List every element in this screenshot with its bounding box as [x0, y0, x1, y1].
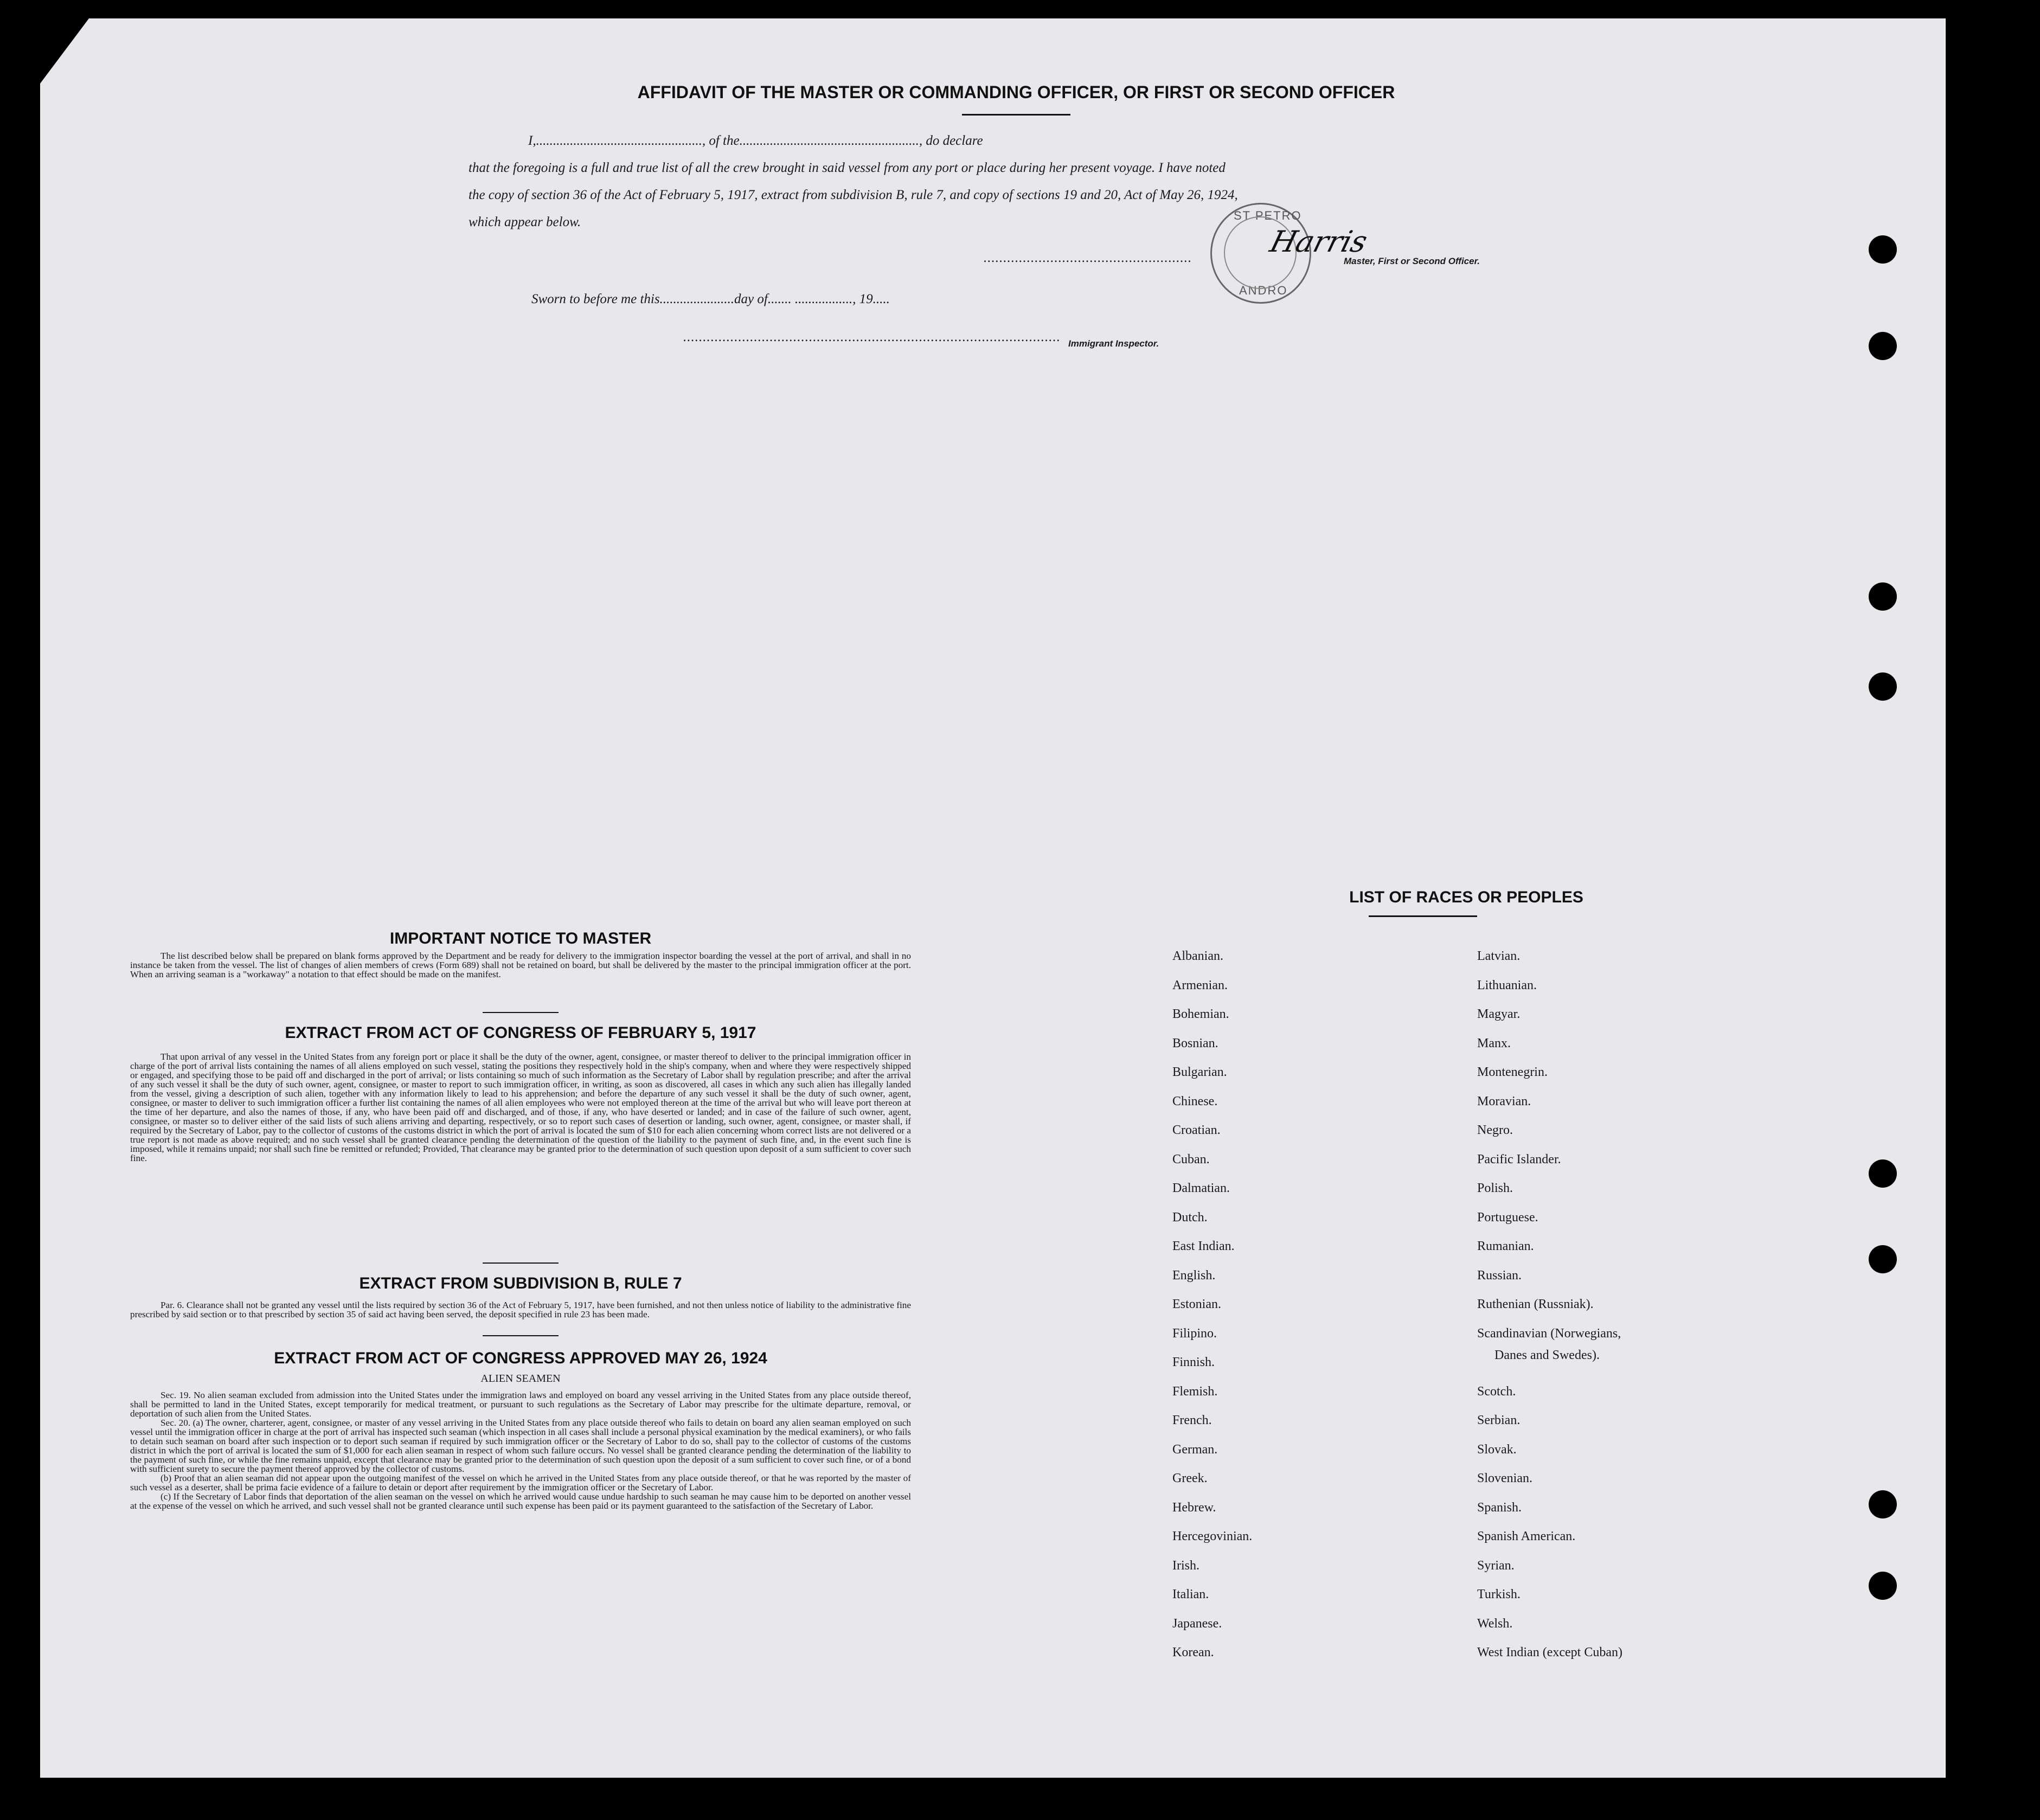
race-item: Cuban.: [1172, 1152, 1210, 1167]
race-item: Danes and Swedes).: [1494, 1348, 1600, 1362]
race-item: Moravian.: [1477, 1094, 1531, 1108]
race-item: Polish.: [1477, 1181, 1513, 1195]
stamp-text-bottom: ANDRO: [1239, 284, 1288, 297]
affidavit-line-4: which appear below.: [469, 215, 581, 229]
punch-hole: [1869, 235, 1897, 264]
signature-dotted-line: .....................................................: [984, 251, 1192, 265]
sworn-line: Sworn to before me this......................day of....... ................., 19.....: [531, 292, 890, 306]
affidavit-line-1: I,................................................., of the....................................................., do declare: [528, 133, 983, 148]
race-item: West Indian (except Cuban): [1477, 1645, 1622, 1659]
punch-hole: [1869, 1490, 1897, 1518]
race-item: Slovenian.: [1477, 1471, 1532, 1485]
signature-label: Master, First or Second Officer.: [1344, 256, 1480, 266]
punch-hole: [1869, 1572, 1897, 1600]
race-item: Japanese.: [1172, 1616, 1222, 1631]
section-rule: [483, 1335, 559, 1336]
inspector-dotted-line: ................................................................................................: [683, 330, 1061, 344]
rule-7-title: EXTRACT FROM SUBDIVISION B, RULE 7: [359, 1274, 682, 1292]
race-item: Ruthenian (Russniak).: [1477, 1297, 1594, 1311]
affidavit-title: AFFIDAVIT OF THE MASTER OR COMMANDING OFFICER, OR FIRST OR SECOND OFFICER: [637, 82, 1395, 102]
punch-hole: [1869, 332, 1897, 360]
race-item: Bulgarian.: [1172, 1065, 1227, 1079]
notice-title: IMPORTANT NOTICE TO MASTER: [389, 930, 652, 947]
race-item: Filipino.: [1172, 1326, 1217, 1341]
race-item: French.: [1172, 1413, 1212, 1427]
alien-seamen-subtitle: ALIEN SEAMEN: [480, 1373, 561, 1385]
race-item: Negro.: [1477, 1123, 1513, 1137]
race-item: Dutch.: [1172, 1210, 1208, 1225]
section-20b-text: (b) Proof that an alien seaman did not appear upon the outgoing manifest of the vessel on which he arrived in the United States from any place outside thereof, or that he was reported by the master of such vessel as a deserter, shall be prima facie evidence of a failure to detain or deport after requirement by the immigration officer or the Secretary of Labor.: [130, 1473, 911, 1492]
extract-1917-title: EXTRACT FROM ACT OF CONGRESS OF FEBRUARY 5, 1917: [285, 1024, 756, 1042]
race-item: Welsh.: [1477, 1616, 1513, 1631]
extract-1924-title: EXTRACT FROM ACT OF CONGRESS APPROVED MAY 26, 1924: [274, 1349, 767, 1367]
rule-7-body: [130, 1300, 911, 1319]
race-item: German.: [1172, 1442, 1218, 1457]
race-item: Portuguese.: [1477, 1210, 1538, 1225]
race-item: East Indian.: [1172, 1239, 1235, 1253]
race-item: Montenegrin.: [1477, 1065, 1548, 1079]
race-item: Chinese.: [1172, 1094, 1218, 1108]
races-title: LIST OF RACES OR PEOPLES: [1349, 888, 1583, 906]
race-item: Turkish.: [1477, 1587, 1521, 1601]
race-item: Dalmatian.: [1172, 1181, 1230, 1195]
notice-body: [130, 951, 911, 979]
races-title-rule: [1369, 915, 1477, 917]
affidavit-line-2: that the foregoing is a full and true list of all the crew brought in said vessel from any port or place during her present voyage. I have noted: [469, 161, 1226, 175]
race-item: Spanish.: [1477, 1500, 1522, 1515]
race-item: Bosnian.: [1172, 1036, 1218, 1050]
race-item: Russian.: [1477, 1268, 1522, 1283]
section-20c-text: (c) If the Secretary of Labor finds that deportation of the alien seaman on the vessel on which he arrived would cause undue hardship to such seaman he may cause him to be deported on another vessel at the expense of the vessel on which he arrived, and such vessel shall not be granted clearance until such expense has been paid or its payment guaranteed to the satisfaction of the Secretary of Labor.: [130, 1491, 911, 1511]
race-item: Korean.: [1172, 1645, 1214, 1659]
document-sheet: [40, 18, 1946, 1778]
race-item: Hebrew.: [1172, 1500, 1216, 1515]
extract-1924-body: [130, 1390, 911, 1510]
section-rule: [483, 1012, 559, 1013]
inspector-label: Immigrant Inspector.: [1068, 338, 1159, 349]
race-item: Latvian.: [1477, 949, 1521, 963]
folded-corner: [40, 18, 89, 84]
race-item: Syrian.: [1477, 1558, 1515, 1573]
notice-paragraph: The list described below shall be prepared on blank forms approved by the Department and be ready for delivery to the immigration inspector boarding the vessel at the port of arrival, and shall in no instance be taken from the vessel. The list of changes of alien members of crews (Form 689) shall not be retained on board, but shall be delivered by the master to the principal immigration officer at the port. When an arriving seaman is a "workaway" a notation to that effect should be made on the manifest.: [130, 951, 911, 979]
race-item: Armenian.: [1172, 978, 1228, 992]
extract-1917-body: [130, 1052, 911, 1163]
race-item: Italian.: [1172, 1587, 1209, 1601]
section-19-text: Sec. 19. No alien seaman excluded from admission into the United States under the immigration laws and employed on board any vessel arriving in the United States from any place outside thereof, shall be permitted to land in the United States, except temporarily for medical treatment, or pursuant to such regulations as the Secretary of Labor may prescribe for the ultimate departure, removal, or deportation of such alien from the United States.: [130, 1390, 911, 1419]
race-item: Bohemian.: [1172, 1007, 1229, 1021]
section-20a-text: Sec. 20. (a) The owner, charterer, agent, consignee, or master of any vessel arriving in the United States from any place outside thereof who fails to detain on board any alien seaman employed on such vessel until the immigration officer in charge at the port of arrival has inspected such seaman (which inspection in all cases shall include a personal physical examination by the medical examiners), or who fails to detain such seaman on board after such inspection or to deport such seaman if required by such immigration officer or the Secretary of Labor to do so, shall pay to the collector of customs of the customs district in which the port of arrival is located the sum of $1,000 for each alien seaman in respect of whom such failure occurs. No vessel shall be granted clearance pending the determination of the liability to the payment of such fine, or while the fine remains unpaid, except that clearance may be granted prior to the determination of such question upon the deposit of a sum sufficient to cover such fine, or of a bond with sufficient surety to secure the payment thereof approved by the collector of customs.: [130, 1418, 911, 1474]
race-item: Manx.: [1477, 1036, 1511, 1050]
punch-hole: [1869, 1245, 1897, 1273]
race-item: Magyar.: [1477, 1007, 1521, 1021]
race-item: English.: [1172, 1268, 1216, 1283]
race-item: Flemish.: [1172, 1384, 1218, 1399]
punch-hole: [1869, 672, 1897, 701]
race-item: Estonian.: [1172, 1297, 1221, 1311]
race-item: Lithuanian.: [1477, 978, 1537, 992]
race-item: Croatian.: [1172, 1123, 1221, 1137]
race-item: Hercegovinian.: [1172, 1529, 1253, 1543]
race-item: Slovak.: [1477, 1442, 1517, 1457]
race-item: Rumanian.: [1477, 1239, 1534, 1253]
punch-hole: [1869, 582, 1897, 611]
race-item: Finnish.: [1172, 1355, 1215, 1369]
race-item: Pacific Islander.: [1477, 1152, 1561, 1167]
stamp-text-top: ST PETRO: [1234, 209, 1302, 222]
race-item: Serbian.: [1477, 1413, 1521, 1427]
race-item: Albanian.: [1172, 949, 1223, 963]
race-item: Spanish American.: [1477, 1529, 1576, 1543]
affidavit-line-3: the copy of section 36 of the Act of February 5, 1917, extract from subdivision B, rule 7, and copy of sections 19 and 20, Act of May 26, 1924,: [469, 188, 1238, 202]
punch-hole: [1869, 1159, 1897, 1188]
race-item: Scotch.: [1477, 1384, 1516, 1399]
master-signature: Harris: [1266, 225, 1371, 259]
title-rule: [962, 114, 1070, 116]
race-item: Irish.: [1172, 1558, 1199, 1573]
race-item: Greek.: [1172, 1471, 1208, 1485]
section-rule: [483, 1263, 559, 1264]
race-item: Scandinavian (Norwegians,: [1477, 1326, 1621, 1341]
paragraph-6-text: Par. 6. Clearance shall not be granted any vessel until the lists required by section 36 of the Act of February 5, 1917, have been furnished, and not then unless notice of liability to the administrative fine prescribed by said section or to that prescribed by section 35 of said act having been served, the deposit specified in rule 23 has been made.: [130, 1300, 911, 1319]
section-36-text: That upon arrival of any vessel in the United States from any foreign port or place it shall be the duty of the owner, agent, consignee, or master thereof to deliver to the principal immigration officer in charge of the port of arrival lists containing the names of all aliens employed on such vessel, stating the positions they respectively hold in the ship's company, when and where they were respectively shipped or engaged, and specifying those to be paid off and discharged in the port of arrival; or lists containing so much of such information as the Secretary of Labor shall by regulation prescribe; and after the arrival of any such vessel it shall be the duty of such owner, agent, consignee, or master to report to such immigration officer, in writing, as soon as discovered, all cases in which any such alien has illegally landed from the vessel, giving a description of such alien, together with any information likely to lead to his apprehension; and before the departure of any such vessel it shall be the duty of such owner, agent, consignee, or master to deliver to such immigration officer a further list containing the names of all alien employees who were not employed thereon at the time of the arrival but who will leave port thereon at the time of her departure, and also the names of those, if any, who have been paid off and discharged, and of those, if any, who have deserted or landed; and in case of the failure of such owner, agent, consignee, or master so to deliver either of the said lists of such aliens arriving and departing, respectively, or so to report such cases of desertion or landing, such owner, agent, consignee, or master shall, if required by the Secretary of Labor, pay to the collector of customs of the customs district in which the port of arrival is located the sum of $10 for each alien concerning whom correct lists are not delivered or a true report is not made as above required; and no such vessel shall be granted clearance pending the determination of the question of the liability to the payment of such fine, and, in the event such fine is imposed, while it remains unpaid; nor shall such fine be remitted or refunded; Provided, That clearance may be granted prior to the determination of such question upon deposit of a sum sufficient to cover such fine.: [130, 1052, 911, 1163]
